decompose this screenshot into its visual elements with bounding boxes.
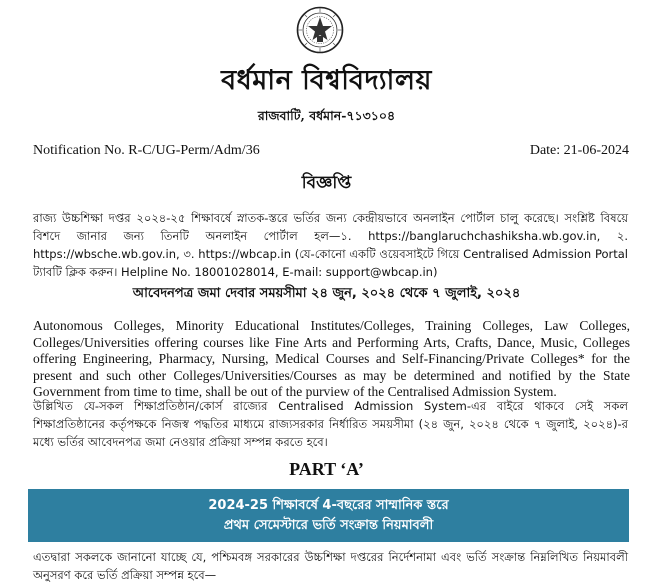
notification-number: Notification No. R-C/UG-Perm/Adm/36: [33, 143, 260, 158]
notice-title: বিজ্ঞপ্তি: [301, 173, 352, 193]
deadline-heading: আবেদনপত্র জমা দেবার সময়সীমা ২৪ জুন, ২০২৪ থেকে ৭ জুলাই, ২০২৪: [132, 286, 521, 301]
university-address: রাজবাটি, বর্ধমান-৭১৩১০৪: [257, 108, 396, 123]
intro-paragraph: রাজ্য উচ্চশিক্ষা দপ্তর ২০২৪-২৫ শিক্ষাবর্ষে স্নাতক-স্তরে ভর্তির জন্য কেন্দ্রীয়ভাবে অনলাইন পোর্টাল চালু করেছে। সংশ্লিষ্ট বিষয়ে বিশদে জানার জন্য তিনটি অনলাইন পোর্টাল হল—১. https://banglaruchchashiksha.wb.gov.in, ২. https://wbsche.wb.gov.in, ৩. https://wbcap.in (যে-কোনো একটি ওয়েবসাইটে গিয়ে Centralised Admission Portal ট্যাবটি ক্লিক করুন। Helpline No. 18001028014, E-mail: support@wbcap.in): [33, 211, 628, 279]
exemption-paragraph-english: Autonomous Colleges, Minority Educational Institutes/Colleges, Training Colleges, Law Colleges, Colleges/Universities offering courses like Fine Arts and Performing Arts, Crafts, Dance, Music, Colleges offering Engineering, Pharmacy, Nursing, Medical Courses and Self-Financing/Private Colleges* for the present and such other Colleges/Universities/Courses as may be determined and notified by the State Government from time to time, shall be out of the purview of the Centralised Admission System.: [33, 318, 630, 399]
notification-date: Date: 21-06-2024: [529, 143, 629, 158]
exemption-note-bengali: উল্লিখিত যে-সকল শিক্ষাপ্রতিষ্ঠান/কোর্স রাজ্যের Centralised Admission System-এর বাইরে থাকবে সেই সকল শিক্ষাপ্রতিষ্ঠানের কর্তৃপক্ষকে নিজস্ব পদ্ধতির মাধ্যমে রাজ্যসরকার নির্ধারিত সময়সীমা (২৪ জুন, ২০২৪ থেকে ৭ জুলাই, ২০২৪)-র মধ্যে ভর্তির আবেদনপত্র জমা নেওয়ার প্রক্রিয়া সম্পন্ন করতে হবে।: [33, 399, 628, 449]
section-banner: [28, 489, 629, 542]
university-name: বর্ধমান বিশ্ববিদ্যালয়: [221, 65, 432, 96]
part-a-label: PART ‘A’: [289, 459, 364, 479]
university-seal-icon: [296, 6, 344, 54]
banner-line-1: 2024-25 শিক্ষাবর্ষে 4-বছরের সাম্মানিক স্তরে: [208, 498, 449, 513]
closing-paragraph: এতদ্বারা সকলকে জানানো যাচ্ছে যে, পশ্চিমবঙ্গ সরকারের উচ্চশিক্ষা দপ্তরের নির্দেশনামা এবং ভর্তি সংক্রান্ত নিম্নলিখিত নিয়মাবলী অনুসরণ করে ভর্তি প্রক্রিয়া সম্পন্ন হবে—: [33, 550, 628, 582]
banner-line-2: প্রথম সেমেস্টারে ভর্তি সংক্রান্ত নিয়মাবলী: [223, 518, 434, 533]
